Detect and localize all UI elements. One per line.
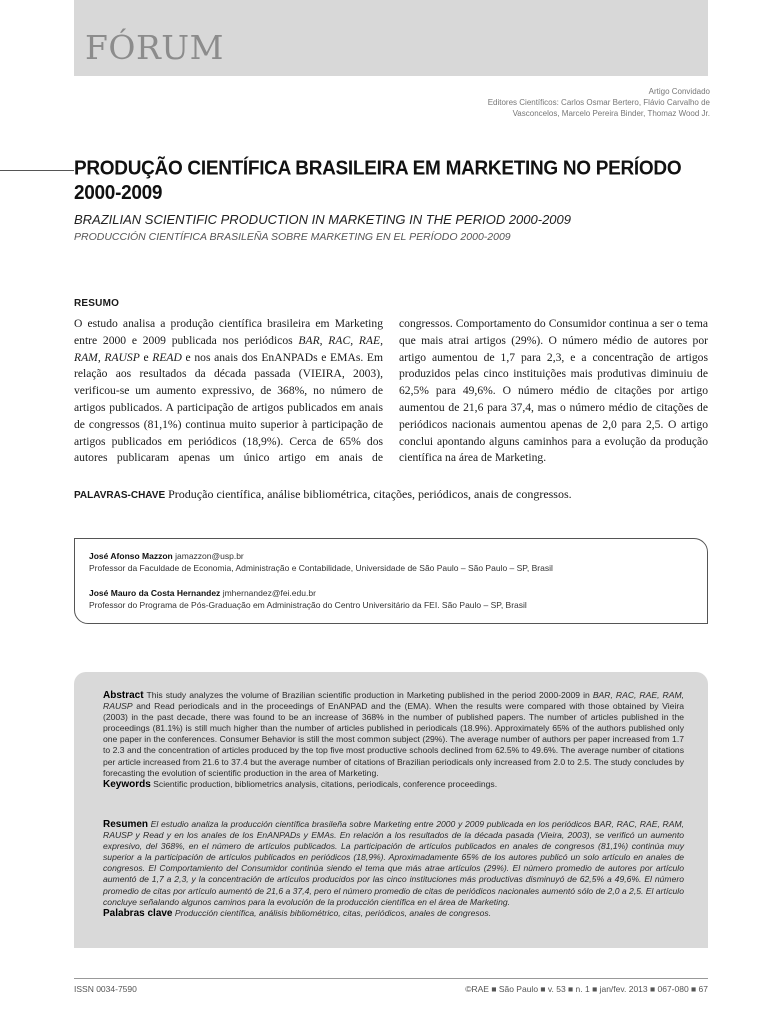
title-english: BRAZILIAN SCIENTIFIC PRODUCTION IN MARKETING IN THE PERIOD 2000-2009: [74, 212, 571, 227]
author-affiliation: Professor da Faculdade de Economia, Administração e Contabilidade, Universidade de São Paulo – São Paulo – SP, Brasil: [89, 563, 553, 573]
keywords-es-label: Palabras clave: [103, 907, 173, 919]
keywords-en-label: Keywords: [103, 778, 151, 790]
article-type: Artigo Convidado: [648, 87, 710, 96]
title-spanish: PRODUCCIÓN CIENTÍFICA BRASILEÑA SOBRE MARKETING EN EL PERÍODO 2000-2009: [74, 231, 511, 243]
editors-line: Editores Científicos: Carlos Osmar Bertero, Flávio Carvalho de: [487, 98, 710, 107]
editors-info: [410, 86, 710, 119]
keywords-pt: [74, 486, 708, 504]
author-email[interactable]: jmhernandez@fei.edu.br: [222, 588, 316, 598]
keywords-pt-text: Produção científica, análise bibliométrica, citações, periódicos, anais de congressos.: [165, 487, 572, 501]
resumo-journal: READ: [152, 350, 182, 364]
author-name: José Afonso Mazzon: [89, 551, 173, 561]
resumen-label: Resumen: [103, 819, 149, 830]
section-title: FÓRUM: [85, 28, 224, 67]
resumo-text: e: [139, 350, 153, 364]
keywords-pt-label: PALAVRAS-CHAVE: [74, 490, 166, 501]
resumo-text: e nos anais dos EnANPADs e EMAs. Em relação aos resultados da década passada (VIEIRA, 2003), verificou-se um aumento expressivo, de 368%, no número de artigos publicados. A participação de artigos publicados em anais de congressos (81,1%) continua muito superior à participação de artigos publicados em periódicos (18,9%). Cerca de 65% dos autores publicaram apenas um único artigo em anais de congressos. Comportamento do Consumidor continua a ser o tema que mais atrai artigos (29%). O número médio de autores por artigo aumentou de 1,7 para 2,3, e a concentração de artigos produzidos pelas cinco instituições mais produtivas diminuiu de 62,5% para 49,6%. O número médio de citações por artigo aumentou de 21,6 para 37,4, mas o número médio de citações de periódicos nacionais aumentou apenas de 2,0 para 2,5. O artigo conclui apontando alguns caminhos para a evolução da produção científica na área de Marketing.: [74, 317, 708, 465]
title-line: PRODUÇÃO CIENTÍFICA BRASILEIRA EM MARKETING NO PERÍODO: [74, 157, 682, 180]
resumen: [103, 819, 684, 919]
resumo-text: O estudo analisa a produção científica brasileira em Marketing entre 2000 e 2009 publicada nos periódicos: [74, 317, 383, 347]
keywords-es-text: Producción científica, análisis bibliométrico, citas, periódicos, anales de congresos.: [172, 907, 492, 918]
title-portuguese: [74, 156, 714, 206]
resumo-body: [74, 316, 708, 476]
editors-line: Vasconcelos, Marcelo Pereira Binder, Thomaz Wood Jr.: [512, 109, 710, 118]
footer-citation: ©RAE ■ São Paulo ■ v. 53 ■ n. 1 ■ jan/fev. 2013 ■ 067-080 ■ 67: [465, 984, 708, 994]
keywords-en-text: Scientific production, bibliometrics analysis, citations, periodicals, conference proceedings.: [150, 778, 498, 789]
abstract-journals: BAR, RAC, RAE, RAM, RAUSP: [103, 690, 684, 712]
abstract-box: [74, 672, 708, 948]
footer-rule: [74, 978, 708, 979]
authors-box: [74, 538, 708, 624]
title-rule: [0, 170, 74, 171]
author-1: [89, 550, 699, 574]
footer-issn: ISSN 0034-7590: [74, 984, 137, 994]
title-line: 2000-2009: [74, 181, 163, 205]
author-email[interactable]: jamazzon@usp.br: [175, 551, 244, 561]
abstract-text: and Read periodicals and in the proceedings of EnANPAD and the (EMA). When the results were compared with those obtained by Vieira (2003) in the past decade, there was found to be an increase of 368% in the number of published papers. The number of articles published in the proceedings (81.1%) is still much higher than the number of articles published in periodicals (18.9%). Approximately 65% of the authors published only one paper in the conferences. Consumer Behavior is still the most common subject (29%). The average number of authors per paper increased from 1.7 to 2.3 and the concentration of articles produced by the top five most productive schools declined from 62.5% to 49.6%. The average number of citations per article increased from 21.6 to 37.4 but the average number of citations of Brazilian periodicals only increased from 2.0 to 2.5. The study concludes by forecasting the evolution of scientific production in the area of Marketing.: [103, 701, 684, 778]
resumo-heading: RESUMO: [74, 298, 120, 309]
author-name: José Mauro da Costa Hernandez: [89, 588, 221, 598]
author-affiliation: Professor do Programa de Pós-Graduação em Administração do Centro Universitário da FEI. São Paulo – SP, Brasil: [89, 600, 527, 610]
resumo-journals: BAR, RAC, RAE, RAM, RAUSP: [74, 333, 383, 364]
resumen-text: El estudio analiza la producción científica brasileña sobre Marketing entre 2000 y 2009 publicada en los periódicos BAR, RAC, RAE, RAM, RAUSP y Read y en los anales de los EnANPADs y EMAs. En relación a los resultados de la década pasada (Vieira, 2003), se verificó un aumento expresivo, del 368%, en el número de artículos publicados. La participación de artículos publicados en anales de congresos (81,1%) continúa muy superior a la participación de artículos publicados en periódicos (18,9%). Aproximadamente 65% de los autores publicó un solo artículo en anales de congresos. El Comportamiento del Consumidor continúa siendo el tema que más atrae artículos (29%). El número promedio de autores por artículo aumentó de 1,7 a 2,3, y la concentración de artículos producidos por las cinco instituciones más productivas disminuyó de 62,5% a 49,6%. El número promedio de citas por artículo aumentó de 21,6 a 37,4, pero el número promedio de citas de periódicos nacionales aumentó sólo de 2,0 a 2,5. El artículo concluye señalando algunos caminos para la evolución de la producción científica en el área de Marketing.: [103, 819, 684, 907]
abstract-text: This study analyzes the volume of Brazilian scientific production in Marketing published in the period 2000-2009 in: [143, 690, 593, 700]
abstract-label: Abstract: [103, 690, 144, 701]
author-2: [89, 587, 699, 611]
abstract: [103, 690, 684, 790]
